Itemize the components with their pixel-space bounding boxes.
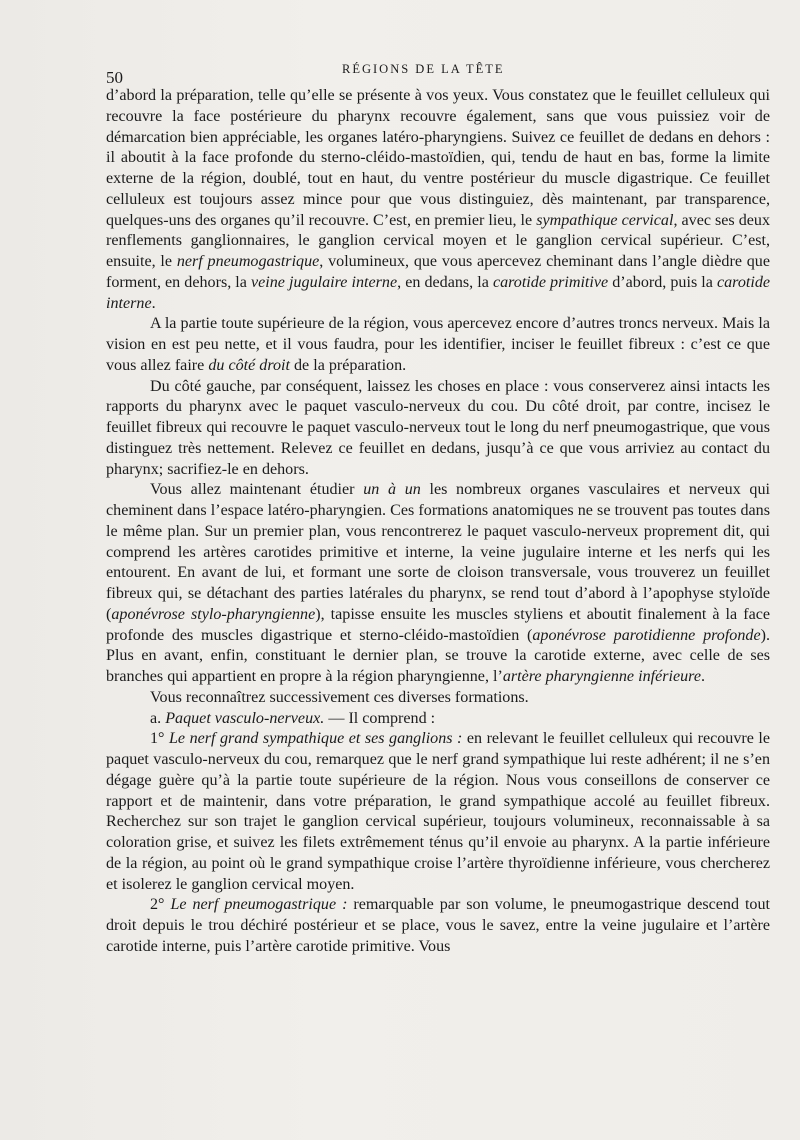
text-run: . <box>700 668 705 685</box>
italic-term: aponévrose stylo-pharyngienne <box>111 605 316 623</box>
text-run: ), tapisse ensuite les muscles styliens et aboutit finalement à la face profonde des muscles digastrique et sterno-cléido-mastoïdien ( <box>106 605 770 644</box>
italic-term: carotide interne <box>106 273 771 312</box>
italic-term: sympathique cervical <box>536 211 674 229</box>
text-run: . <box>151 294 156 312</box>
text-run: a. <box>150 709 166 727</box>
text-run: 2° <box>150 896 171 914</box>
text-run: de la préparation. <box>289 356 407 374</box>
text-run: Du côté gauche, par conséquent, laissez les choses en place : vous conserverez ainsi intacts les rapports du pharynx avec le paquet vasculo-nerveux du cou. Du côté droit, par contre, incisez le feuillet fibreux qui recouvre le paquet vasculo-nerveux tout le long du nerf pneumogastrique, que vous distinguez très nettement. Relevez ce feuillet en dedans, jusqu’à ce que vous arriviez au contact du pharynx; sacrifiez-le en dehors. <box>106 377 770 478</box>
text-run: A la partie toute supérieure de la région, vous apercevez encore d’autres troncs nerveux. Mais la vision en est peu nette, et il vous faudra, pour les identifier, inciser le feuillet fibreux : c’est ce que vous allez faire <box>106 315 770 374</box>
paragraph-pneumogastrique <box>106 895 770 957</box>
text-run: Vous reconnaîtrez successivement ces diverses formations. <box>150 688 529 706</box>
text-run: en relevant le feuillet celluleux qui recouvre le paquet vasculo-nerveux du cou, remarquez que le nerf grand sympathique lui reste adhérent; il ne s’en dégage guère qu’à la partie toute supérieure de la région. Nous vous conseillons de conserver ce rapport et de maintenir, dans votre préparation, le grand sympathique accolé au feuillet fibreux. Recherchez sur son trajet le ganglion cervical supérieur, toujours volumineux, reconnaissable à sa coloration grise, et suivez les filets extrêmement ténus qu’il envoie au pharynx. A la partie inférieure de la région, au point où le grand sympathique croise l’artère thyroïdienne inférieure, vous chercherez et isolerez le ganglion cervical moyen. <box>106 730 770 893</box>
italic-term: du côté droit <box>208 356 290 374</box>
paragraph-preparation <box>106 86 770 314</box>
text-run: , volumineux, que vous apercevez cheminant dans l’angle dièdre que forment, en dehors, la <box>106 253 770 291</box>
running-head: RÉGIONS DE LA TÊTE <box>342 62 505 76</box>
italic-term: carotide primitive <box>492 273 609 291</box>
italic-term: un à un <box>363 481 421 499</box>
text-run: d’abord, puis la <box>608 273 717 291</box>
text-run: ). Plus en avant, enfin, constituant le dernier plan, se trouve la carotide externe, avec celle de ses branches qui appartient en propre à la région pharyngienne, l’ <box>106 626 770 685</box>
paragraph-left-side <box>106 377 770 481</box>
paragraph-organs <box>106 480 770 688</box>
paragraph-upper-region <box>106 314 770 376</box>
italic-term: nerf pneumogastrique <box>176 253 320 270</box>
text-run: Vous allez maintenant étudier <box>150 481 364 499</box>
text-run: d’abord la préparation, telle qu’elle se présente à vos yeux. Vous constatez que le feuillet celluleux qui recouvre la face postérieure du pharynx recouvre également, sans que vous puissiez voir de démarcation bien appréciable, les organes latéro-pharyngiens. Suivez ce feuillet de dedans en dehors : il aboutit à la face profonde du sterno-cléido-mastoïdien, qui, tendu de haut en bas, forme la limite externe de la région, doublé, tout en haut, du ventre postérieur du muscle digastrique. Ce feuillet celluleux est toujours assez mince pour que vous distinguiez, dès maintenant, par transparence, quelques-uns des organes qu’il recouvre. C’est, en premier lieu, le <box>106 87 770 229</box>
italic-term: veine jugulaire interne <box>251 273 398 291</box>
page-header <box>106 58 770 87</box>
text-run: les nombreux organes vasculaires et nerveux qui cheminent dans l’espace latéro-pharyngien. Ces formations anatomiques ne se trouvent pas toutes dans le même plan. Sur un premier plan, vous rencontrerez le paquet vasculo-nerveux proprement dit, qui comprend les artères carotides primitive et interne, la veine jugulaire interne et les nerfs qui les entourent. En avant de lui, et formant une sorte de cloison transversale, vous trouverez un feuillet fibreux qui, se détachant des parties latérales du pharynx, se rend tout d’abord à l’apophyse styloïde ( <box>106 481 770 623</box>
italic-term: Le nerf grand sympathique et ses ganglions : <box>168 730 463 748</box>
paragraph-sympathique <box>106 729 770 895</box>
italic-term: Le nerf pneumogastrique : <box>170 896 348 914</box>
italic-term: Paquet vasculo-nerveux. <box>165 709 325 727</box>
text-run: , avec ses deux renflements ganglionnaires, le ganglion cervical moyen et le ganglion cervical supérieur. C’est, ensuite, le <box>106 211 771 270</box>
text-run: remarquable par son volume, le pneumogastrique descend tout droit depuis le trou déchiré postérieur et se place, vous le savez, entre la veine jugulaire et l’artère carotide interne, puis l’artère carotide primitive. Vous <box>106 896 771 955</box>
body-text <box>106 86 770 958</box>
text-run: 1° <box>150 730 169 748</box>
paragraph-formations <box>106 688 770 709</box>
text-run: — Il comprend : <box>324 709 436 727</box>
italic-term: artère pharyngienne inférieure <box>502 668 701 685</box>
italic-term: aponévrose parotidienne profonde <box>532 626 761 644</box>
page-number: 50 <box>106 68 123 87</box>
section-heading-a <box>106 709 770 730</box>
text-run: , en dedans, la <box>397 273 493 291</box>
